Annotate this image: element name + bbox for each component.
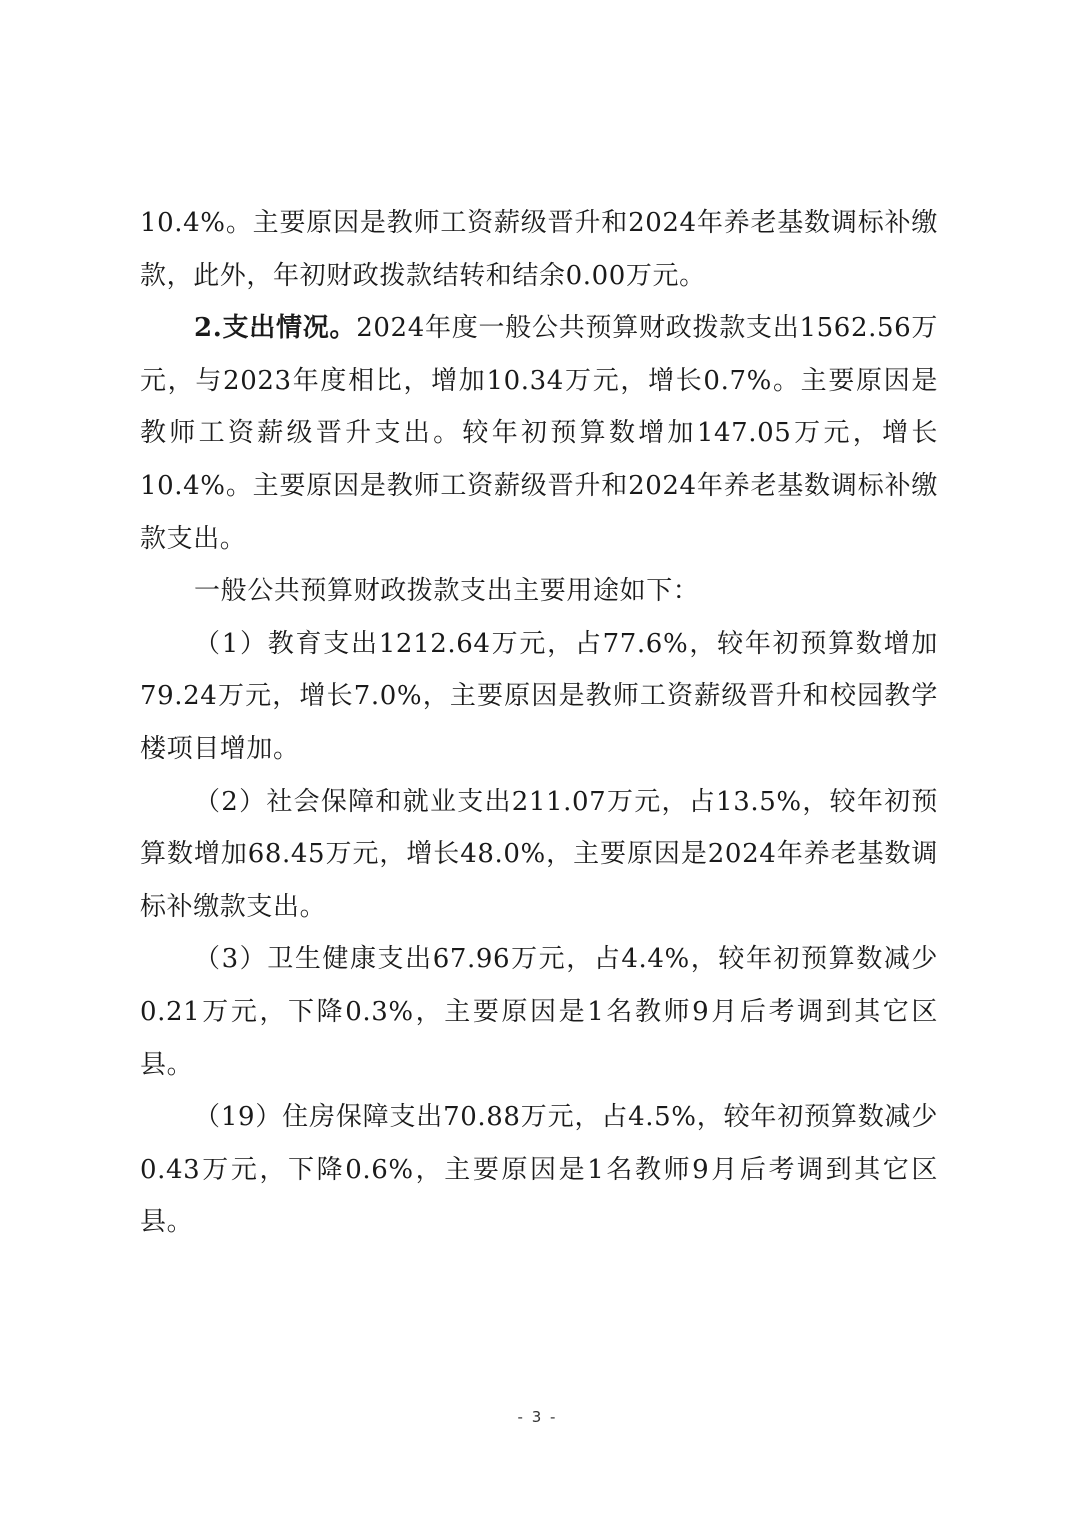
paragraph-text: （3）卫生健康支出67.96万元，占4.4%，较年初预算数减少0.21万元，下降0.3%，主要原因是1名教师9月后考调到其它区县。	[140, 944, 938, 1080]
paragraph-text: （1）教育支出1212.64万元，占77.6%，较年初预算数增加79.24万元，增长7.0%，主要原因是教师工资薪级晋升和校园教学楼项目增加。	[140, 628, 938, 764]
paragraph-item-social-security	[140, 776, 938, 934]
paragraph-item-health	[140, 933, 938, 1091]
paragraph-expenditure-overview	[140, 302, 938, 565]
section-heading: 2.支出情况。	[194, 313, 357, 344]
paragraph-text: 一般公共预算财政拨款支出主要用途如下：	[194, 576, 700, 607]
paragraph-item-education	[140, 618, 938, 776]
page-number: - 3 -	[517, 1408, 558, 1426]
document-body	[140, 197, 938, 1249]
paragraph-text: （2）社会保障和就业支出211.07万元，占13.5%，较年初预算数增加68.45万元，增长48.0%，主要原因是2024年养老基数调标补缴款支出。	[140, 786, 938, 922]
paragraph-continuation	[140, 197, 938, 302]
paragraph-uses-intro	[140, 565, 938, 618]
paragraph-text: 2024年度一般公共预算财政拨款支出1562.56万元，与2023年度相比，增加10.34万元，增长0.7%。主要原因是教师工资薪级晋升支出。较年初预算数增加147.05万元，增长10.4%。主要原因是教师工资薪级晋升和2024年养老基数调标补缴款支出。	[140, 313, 938, 554]
paragraph-item-housing	[140, 1091, 938, 1249]
paragraph-text: 10.4%。主要原因是教师工资薪级晋升和2024年养老基数调标补缴款，此外，年初财政拨款结转和结余0.00万元。	[140, 208, 938, 291]
paragraph-text: （19）住房保障支出70.88万元，占4.5%，较年初预算数减少0.43万元，下降0.6%，主要原因是1名教师9月后考调到其它区县。	[140, 1102, 938, 1238]
